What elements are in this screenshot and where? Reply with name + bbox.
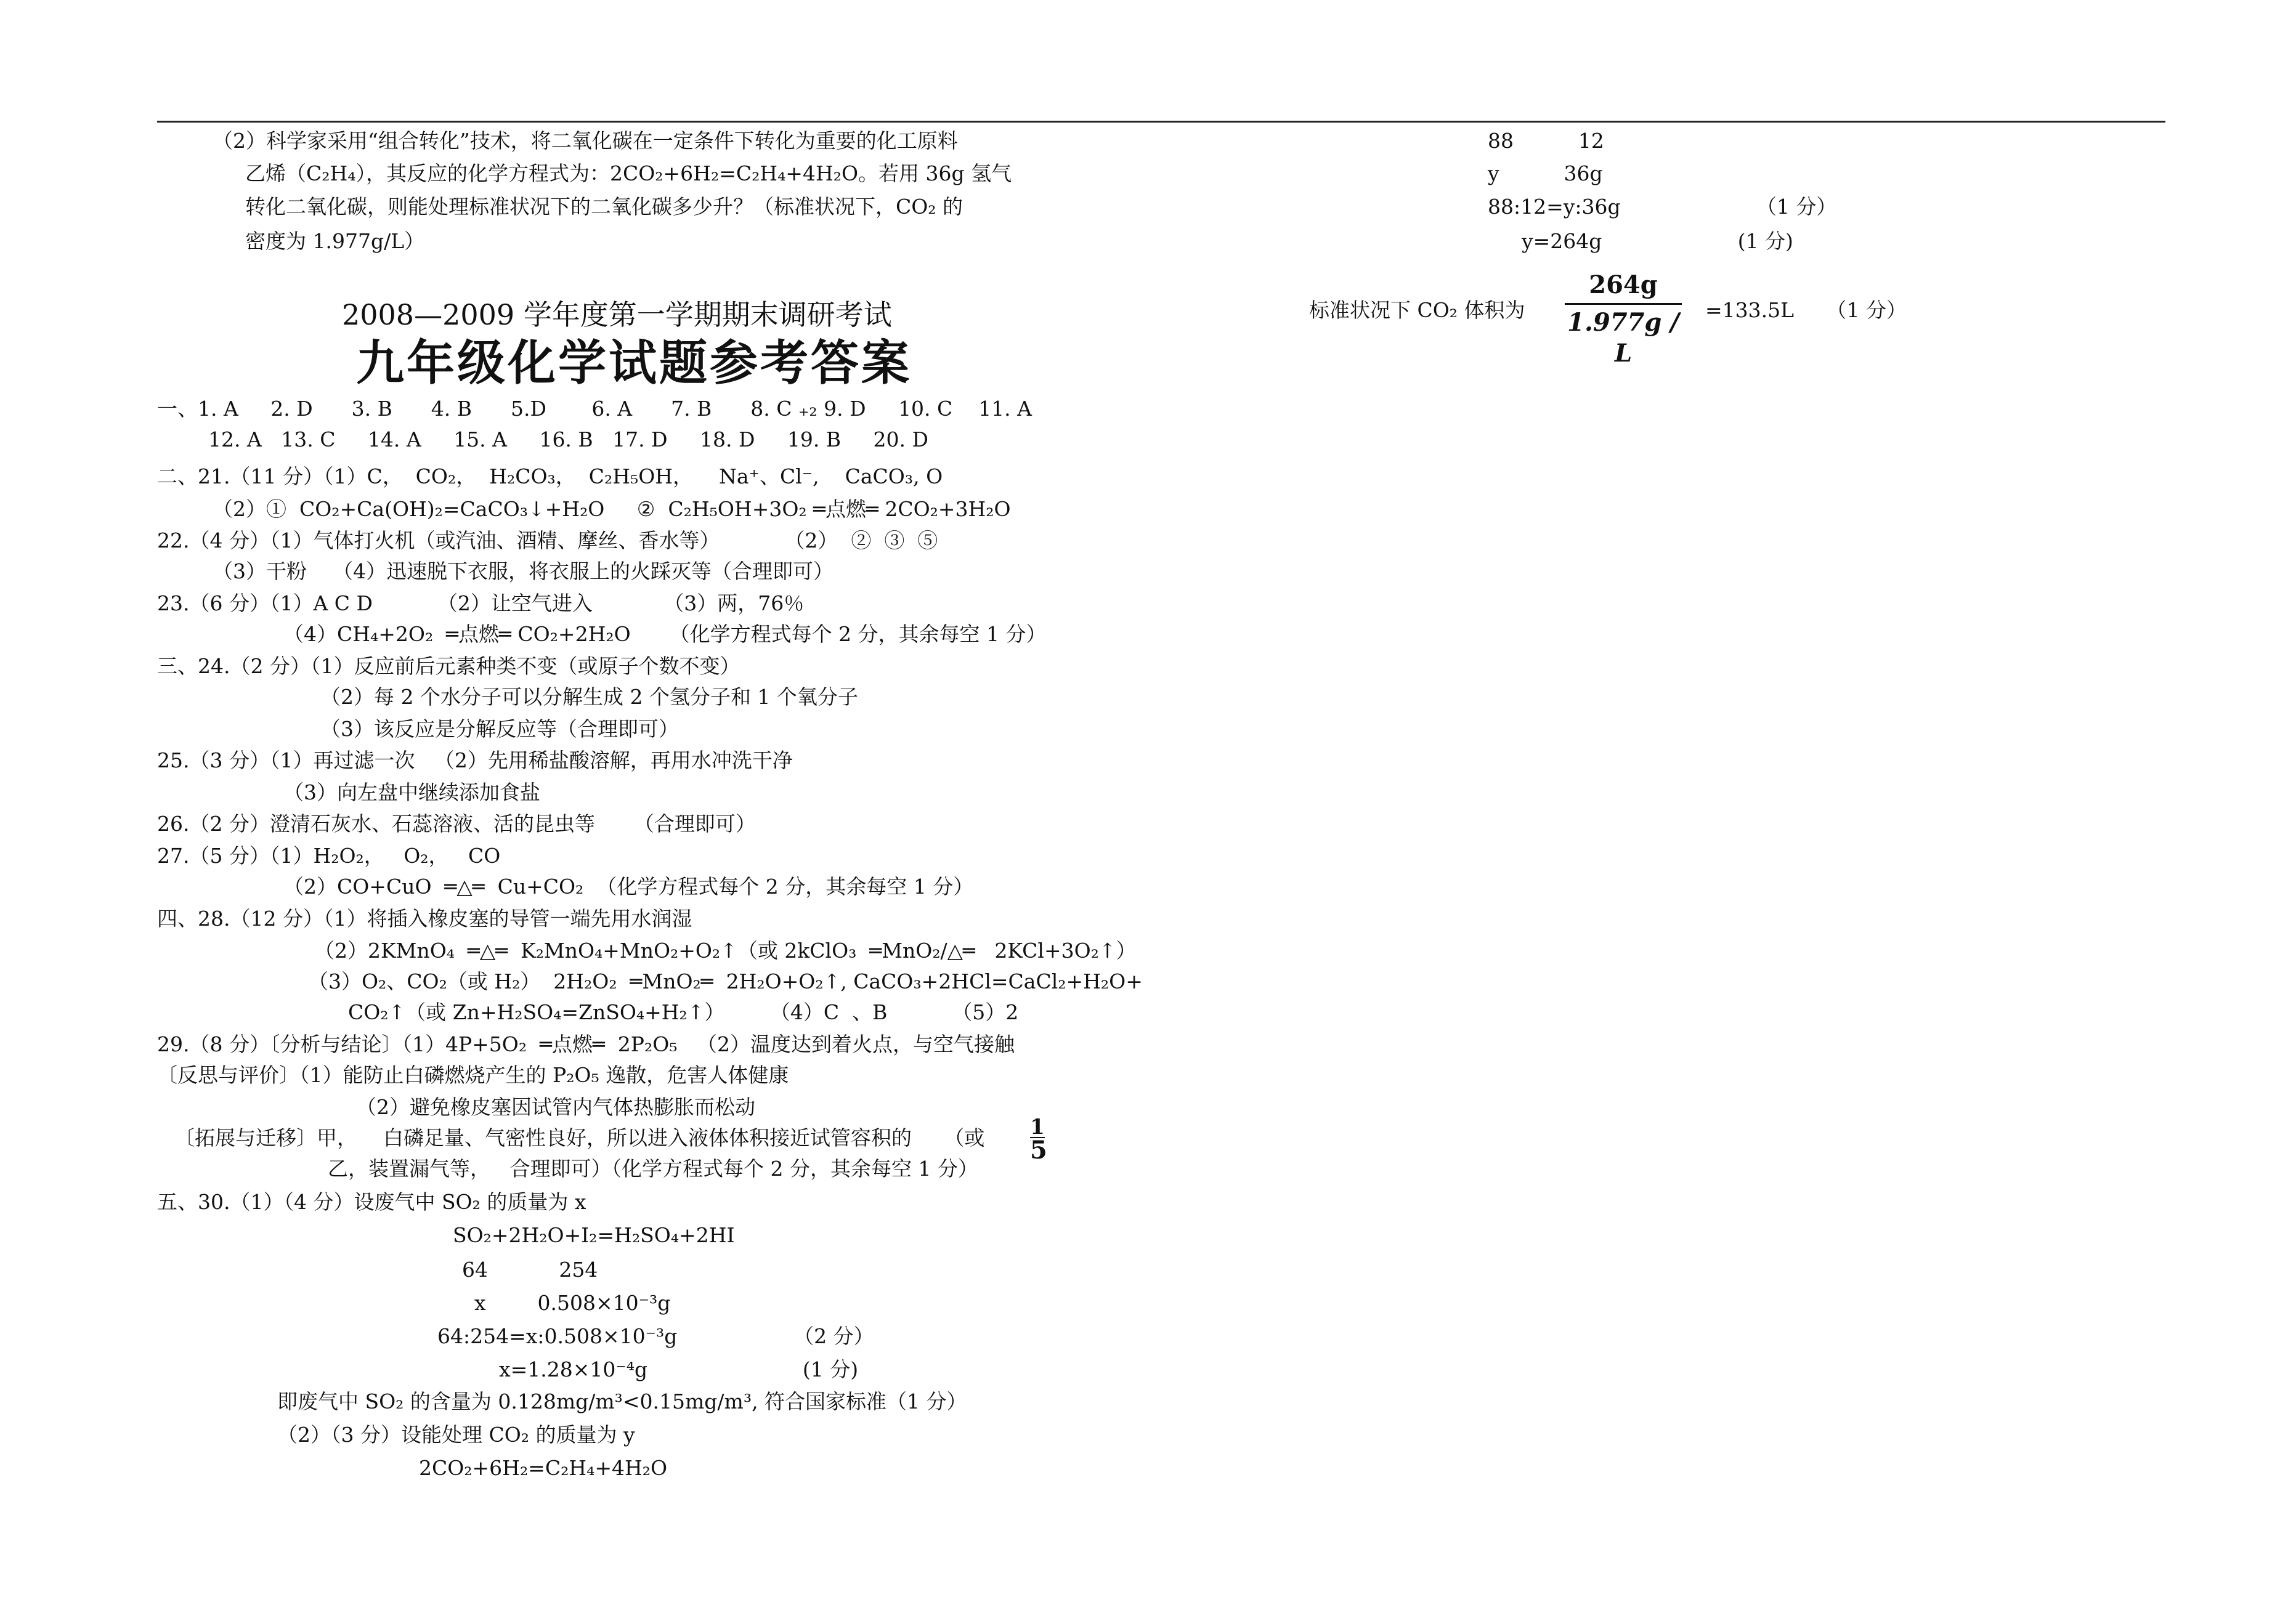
fraction-denominator: 5: [1030, 1136, 1047, 1165]
answer-line: 〔反思与评价〕（1）能防止白磷燃烧产生的 P₂O₅ 逸散，危害人体健康: [157, 1063, 789, 1087]
answer-line: x 0.508×10⁻³g: [474, 1291, 671, 1315]
answer-line: 〔拓展与迁移〕甲， 白磷足量、气密性良好，所以进入液体体积接近试管容积的 （或: [174, 1126, 985, 1150]
answer-line: 12. A 13. C 14. A 15. A 16. B 17. D 18. D 19. B 20. D: [208, 427, 928, 451]
question-line: 密度为 1.977g/L）: [245, 229, 425, 253]
answer-line: 27.（5 分）（1）H₂O₂， O₂， CO: [157, 844, 501, 868]
answer-line: 22.（4 分）（1）气体打火机（或汽油、酒精、摩丝、香水等） （2） ② ③ ⑤: [157, 528, 938, 552]
answer-line: 2CO₂+6H₂=C₂H₄+4H₂O: [419, 1456, 668, 1480]
answer-line: 64:254=x:0.508×10⁻³g （2 分）: [437, 1324, 874, 1348]
answer-line: 即废气中 SO₂ 的含量为 0.128mg/m³<0.15mg/m³, 符合国家标准（1 分）: [277, 1389, 967, 1413]
answer-line: 二、21.（11 分）（1）C， CO₂， H₂CO₃， C₂H₅OH， Na⁺、Cl⁻, CaCO₃, O: [157, 464, 943, 488]
fraction-numerator: 264g: [1565, 271, 1682, 305]
calc-line: y=264g (1 分): [1522, 229, 1793, 253]
question-line: 乙烯（C₂H₄），其反应的化学方程式为：2CO₂+6H₂=C₂H₄+4H₂O。若用 36g 氢气: [245, 161, 1012, 185]
answer-line: （2）① CO₂+Ca(OH)₂=CaCO₃↓+H₂O ② C₂H₅OH+3O₂ ═点燃═ 2CO₂+3H₂O: [213, 497, 1011, 521]
question-line: 转化二氧化碳，则能处理标准状况下的二氧化碳多少升？（标准状况下，CO₂ 的: [245, 195, 963, 219]
answer-line: 64 254: [462, 1258, 598, 1282]
answer-line: （4）CH₄+2O₂ ═点燃═ CO₂+2H₂O （化学方程式每个 2 分，其余每空 1 分）: [283, 622, 1047, 646]
answer-line: 三、24.（2 分）（1）反应前后元素种类不变（或原子个数不变）: [157, 654, 740, 678]
answer-line: （3）O₂、CO₂（或 H₂） 2H₂O₂ ═MnO₂═ 2H₂O+O₂↑, CaCO₃+2HCl=CaCl₂+H₂O+: [308, 969, 1143, 993]
answer-line: 五、30.（1）（4 分）设废气中 SO₂ 的质量为 x: [157, 1190, 586, 1214]
answer-line: SO₂+2H₂O+I₂=H₂SO₄+2HI: [453, 1223, 735, 1247]
answer-line: （2）CO+CuO ═△═ Cu+CO₂ （化学方程式每个 2 分，其余每空 1 分）: [283, 875, 974, 899]
answer-line: （2）避免橡皮塞因试管内气体热膨胀而松动: [356, 1095, 755, 1119]
answer-line: 乙，装置漏气等， 合理即可）（化学方程式每个 2 分，其余每空 1 分）: [328, 1157, 978, 1181]
answer-line: （3）干粉 （4）迅速脱下衣服，将衣服上的火踩灭等（合理即可）: [213, 559, 834, 583]
page-title: 九年级化学试题参考答案: [356, 336, 912, 391]
answer-line: 一、1. A 2. D 3. B 4. B 5.D 6. A 7. B 8. C ₊₂ 9. D 10. C 11. A: [157, 397, 1032, 421]
question-line: （2）科学家采用“组合转化”技术，将二氧化碳在一定条件下转化为重要的化工原料: [213, 129, 958, 153]
answer-line: （2）每 2 个水分子可以分解生成 2 个氢分子和 1 个氧分子: [320, 685, 858, 709]
answer-line: 25.（3 分）（1）再过滤一次 （2）先用稀盐酸溶解，再用水冲洗干净: [157, 748, 793, 772]
volume-fraction: [1565, 271, 1682, 369]
answer-line: （2）2KMnO₄ ═△═ K₂MnO₄+MnO₂+O₂↑（或 2kClO₃ ═MnO₂/△═ 2KCl+3O₂↑）: [314, 939, 1137, 963]
calc-line: 88 12: [1488, 129, 1604, 153]
fraction-one-fifth: [1030, 1117, 1045, 1163]
answer-line: （3）向左盘中继续添加食盐: [283, 780, 540, 804]
calc-line: 88:12=y:36g （1 分）: [1488, 195, 1837, 219]
header-rule: [157, 121, 2165, 123]
answer-line: （3）该反应是分解反应等（合理即可）: [320, 717, 679, 741]
answer-line: 29.（8 分）〔分析与结论〕（1）4P+5O₂ ═点燃═ 2P₂O₅ （2）温度达到着火点，与空气接触: [157, 1032, 1015, 1056]
answer-line: 四、28.（12 分）（1）将插入橡皮塞的导管一端先用水润湿: [157, 907, 692, 931]
answer-line: 23.（6 分）（1）A C D （2）让空气进入 （3）两，76％: [157, 591, 805, 615]
answer-line: （2）（3 分）设能处理 CO₂ 的质量为 y: [277, 1423, 635, 1447]
exam-title: 2008—2009 学年度第一学期期末调研考试: [342, 298, 892, 331]
answer-line: CO₂↑（或 Zn+H₂SO₄=ZnSO₄+H₂↑） （4）C 、B （5）2: [348, 1000, 1019, 1024]
fraction-numerator: 1: [1030, 1115, 1045, 1139]
fraction-denominator: 1.977g / L: [1567, 308, 1679, 368]
volume-result: =133.5L （1 分）: [1705, 298, 1907, 322]
answer-line: x=1.28×10⁻⁴g (1 分): [499, 1357, 859, 1381]
calc-line: y 36g: [1488, 161, 1603, 185]
answer-line: 26.（2 分）澄清石灰水、石蕊溶液、活的昆虫等 （合理即可）: [157, 812, 756, 836]
volume-label: 标准状况下 CO₂ 体积为: [1309, 298, 1525, 322]
